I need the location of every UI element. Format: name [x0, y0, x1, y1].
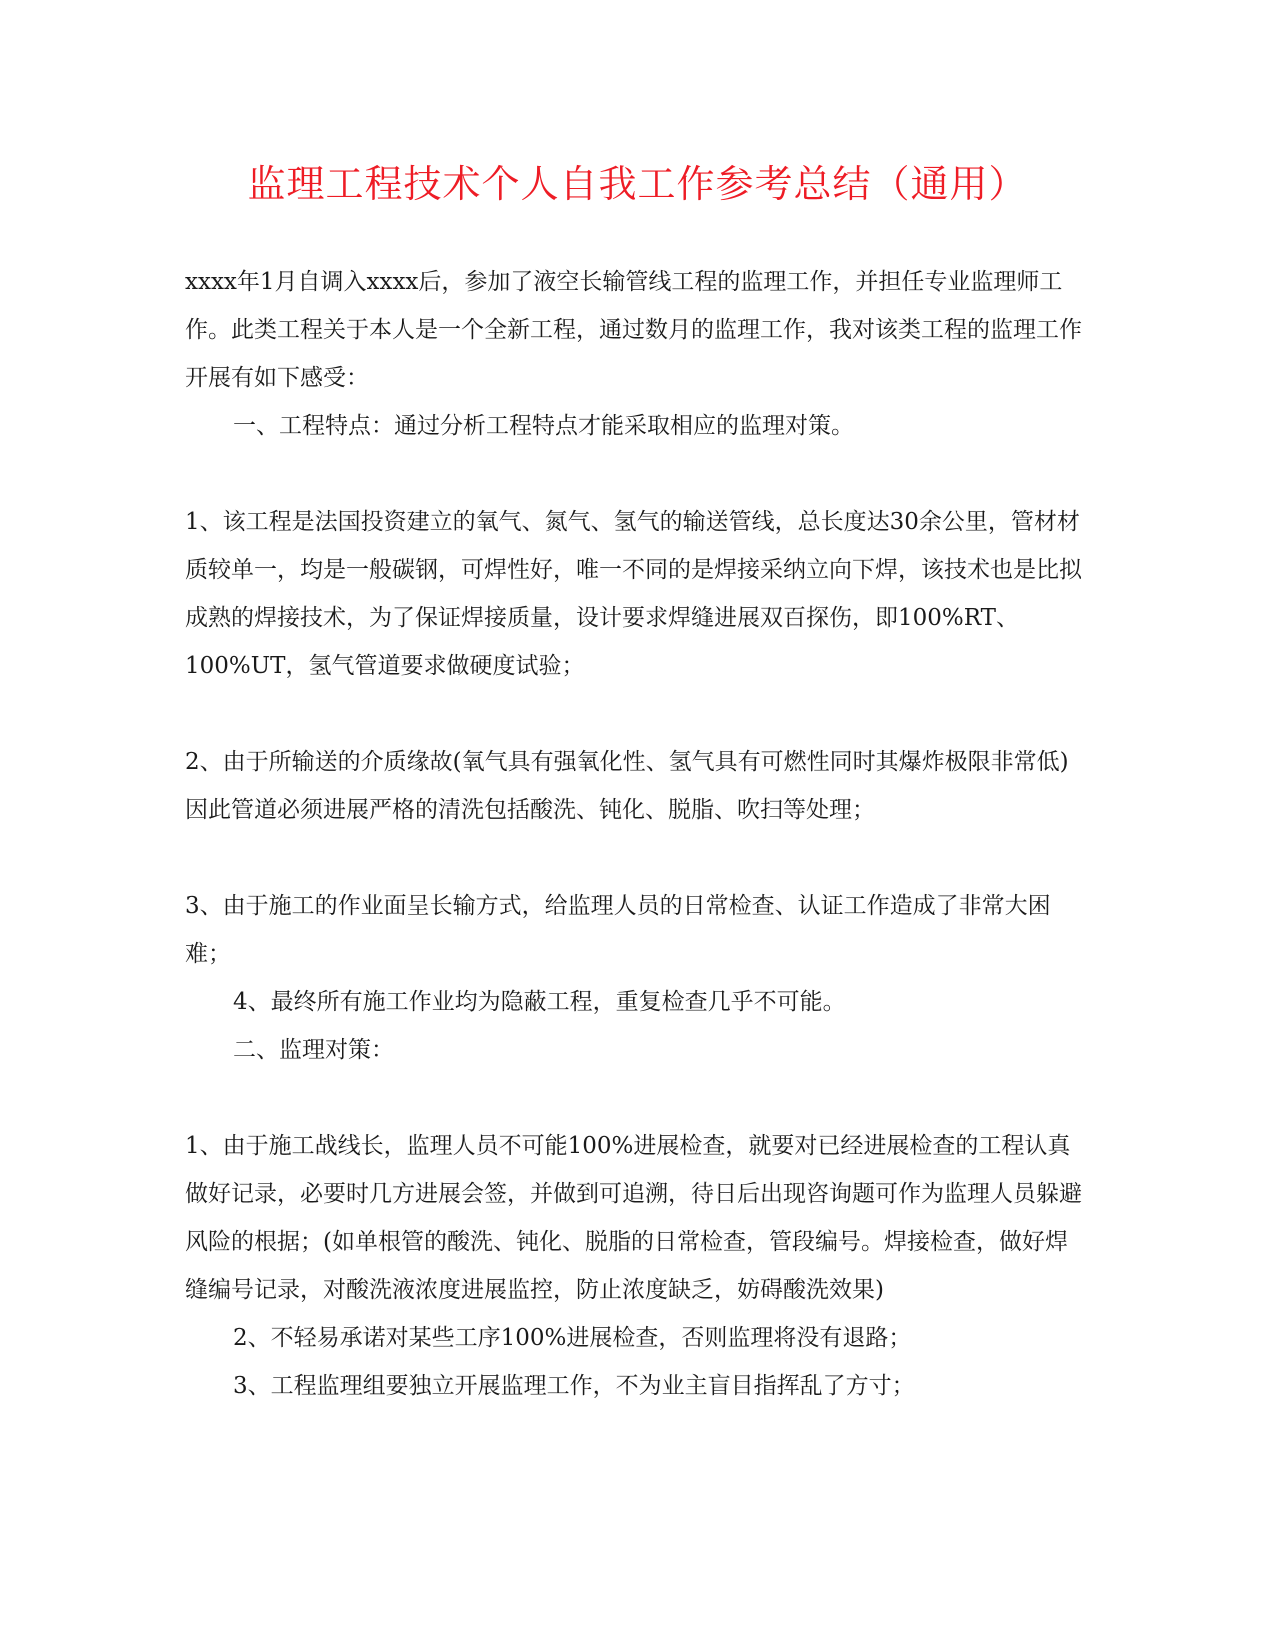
feature-item-2: 2、由于所输送的介质缘故(氧气具有强氧化性、氢气具有可燃性同时其爆炸极限非常低)因此管道必须进展严格的清洗包括酸洗、钝化、脱脂、吹扫等处理； — [185, 749, 1069, 823]
document-title: 监理工程技术个人自我工作参考总结（通用） — [247, 162, 1028, 206]
feature-item-1: 1、该工程是法国投资建立的氧气、氮气、氢气的输送管线，总长度达30余公里，管材材质较单一，均是一般碳钢，可焊性好，唯一不同的是焊接采纳立向下焊，该技术也是比拟成熟的焊接技术，为了保证焊接质量，设计要求焊缝进展双百探伤，即100%RT、100%UT，氢气管道要求做硬度试验； — [185, 509, 1082, 679]
intro-paragraph: xxxx年1月自调入xxxx后，参加了液空长输管线工程的监理工作，并担任专业监理师工作。此类工程关于本人是一个全新工程，通过数月的监理工作，我对该类工程的监理工作开展有如下感受： — [185, 269, 1082, 391]
feature-item-4: 4、最终所有施工作业均为隐蔽工程，重复检查几乎不可能。 — [233, 989, 846, 1015]
section-heading-features: 一、工程特点：通过分析工程特点才能采取相应的监理对策。 — [233, 413, 854, 439]
section-heading-countermeasures: 二、监理对策： — [233, 1037, 394, 1063]
countermeasure-item-1: 1、由于施工战线长，监理人员不可能100%进展检查，就要对已经进展检查的工程认真做好记录，必要时几方进展会签，并做到可追溯，待日后出现咨询题可作为监理人员躲避风险的根据；(如单根管的酸洗、钝化、脱脂的日常检查，管段编号。焊接检查，做好焊缝编号记录，对酸洗液浓度进展监控，防止浓度缺乏，妨碍酸洗效果) — [185, 1133, 1082, 1303]
document-body — [185, 258, 1085, 1410]
countermeasure-item-2: 2、不轻易承诺对某些工序100%进展检查，否则监理将没有退路； — [233, 1325, 912, 1351]
feature-item-3: 3、由于施工的作业面呈长输方式，给监理人员的日常检查、认证工作造成了非常大困难； — [185, 893, 1051, 967]
countermeasure-item-3: 3、工程监理组要独立开展监理工作，不为业主盲目指挥乱了方寸； — [233, 1373, 915, 1399]
